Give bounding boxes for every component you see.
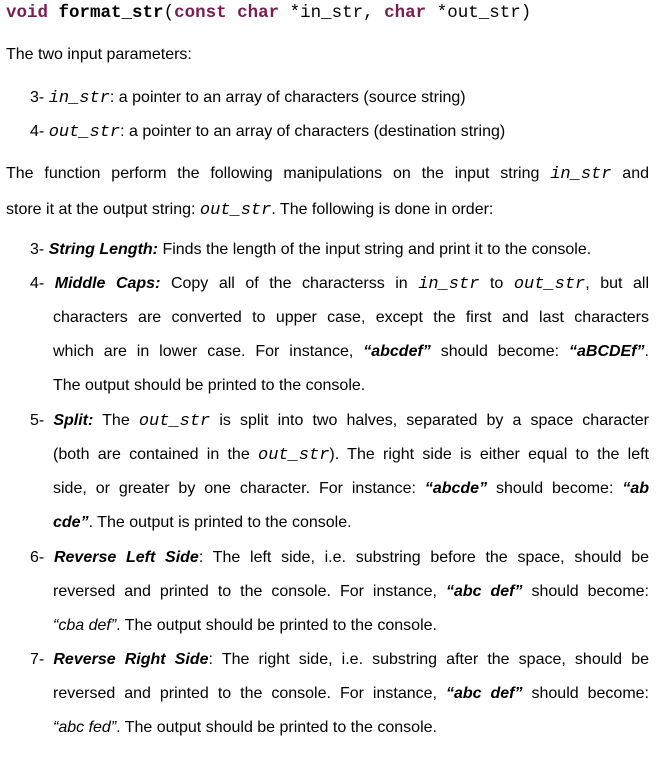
param-num: 4- xyxy=(30,123,45,140)
text: to xyxy=(489,275,504,292)
text: ). The right side is either equal to the left xyxy=(329,446,649,463)
step-middle-caps-line-3 xyxy=(53,342,649,362)
param-name: out_str xyxy=(48,123,121,142)
step-num: 3- xyxy=(30,241,45,258)
step-reverse-left-line-3 xyxy=(53,616,437,636)
example-output: “aBCDEf” xyxy=(568,343,645,360)
example-input: “abcde” xyxy=(424,480,488,497)
text: should become: xyxy=(531,685,649,702)
param-item-1 xyxy=(30,88,466,109)
step-middle-caps-line-1 xyxy=(30,274,649,295)
param-2-decl: *out_str) xyxy=(436,3,532,23)
param-num: 3- xyxy=(30,89,45,106)
code-out-str: out_str xyxy=(513,275,586,294)
text: store it at the output string: xyxy=(6,201,196,218)
step-reverse-right-line-3 xyxy=(53,718,437,738)
step-reverse-left-line-1 xyxy=(30,548,649,568)
text: . The output is printed to the console. xyxy=(88,514,352,531)
code-out-str: out_str xyxy=(258,446,330,465)
text: reversed and printed to the console. For instance, xyxy=(53,685,437,702)
step-middle-caps-line-2: characters are converted to upper case, except the first and last characters xyxy=(53,309,649,326)
param-name: in_str xyxy=(48,89,110,108)
code-out-str: out_str xyxy=(199,201,272,220)
step-split-line-1 xyxy=(30,411,649,432)
step-num: 4- xyxy=(30,275,45,292)
kw-const: const xyxy=(174,3,227,23)
example-output-part-2: cde” xyxy=(53,514,89,531)
function-name: format_str xyxy=(58,3,164,23)
kw-char-1: char xyxy=(237,3,280,23)
text: The function perform the following manipulations on the input string xyxy=(6,165,540,182)
step-text: Finds the length of the input string and print it to the console. xyxy=(162,241,592,258)
text: should become: xyxy=(440,343,560,360)
step-title: Middle Caps: xyxy=(54,275,161,292)
example-input: “abcdef” xyxy=(363,343,431,360)
text: : The right side, i.e. substring after the space, should be xyxy=(208,651,650,668)
step-reverse-left-line-2 xyxy=(53,582,649,602)
code-out-str: out_str xyxy=(138,412,211,431)
kw-char-2: char xyxy=(384,3,427,23)
func-intro-line-1 xyxy=(6,164,649,185)
text: . The output should be printed to the console. xyxy=(116,719,437,736)
param-1-decl: *in_str, xyxy=(289,3,374,23)
text: which are in lower case. For instance, xyxy=(53,343,354,360)
text: . The following is done in order: xyxy=(271,201,494,218)
code-in-str: in_str xyxy=(418,275,480,294)
step-num: 6- xyxy=(30,549,45,566)
text: . xyxy=(644,343,649,360)
step-num: 5- xyxy=(30,412,45,429)
text: (both are contained in the xyxy=(53,446,250,463)
step-reverse-right-line-1 xyxy=(30,650,649,670)
text: The xyxy=(102,412,130,429)
text: : The left side, i.e. substring before the space, should be xyxy=(198,549,649,566)
example-output-part-1: “ab xyxy=(622,480,649,497)
step-middle-caps-line-4: The output should be printed to the console. xyxy=(53,377,366,394)
params-intro: The two input parameters: xyxy=(6,46,192,63)
example-input: “abc def” xyxy=(445,583,523,600)
func-intro-line-2 xyxy=(6,200,493,221)
step-title: Reverse Left Side xyxy=(53,549,199,566)
step-num: 7- xyxy=(30,651,45,668)
text: should become: xyxy=(495,480,614,497)
text: . The output should be printed to the console. xyxy=(116,617,437,634)
text: side, or greater by one character. For instance: xyxy=(53,480,416,497)
step-title: Split: xyxy=(53,412,94,429)
return-type: void xyxy=(6,3,49,23)
param-desc: : a pointer to an array of characters (source string) xyxy=(109,89,466,106)
text: reversed and printed to the console. For instance, xyxy=(53,583,437,600)
open-paren: ( xyxy=(163,3,175,23)
param-desc: : a pointer to an array of characters (destination string) xyxy=(120,123,506,140)
param-item-2 xyxy=(30,122,505,143)
code-in-str: in_str xyxy=(550,165,612,184)
text: Copy all of the characterss in xyxy=(170,275,408,292)
step-split-line-3 xyxy=(53,479,649,499)
text: and xyxy=(622,165,649,182)
example-input: “abc def” xyxy=(445,685,523,702)
step-string-length xyxy=(30,240,591,260)
text: is split into two halves, separated by a space character xyxy=(219,412,650,429)
example-output: “abc fed” xyxy=(53,719,117,736)
example-output: “cba def” xyxy=(53,617,117,634)
function-signature xyxy=(6,3,531,23)
text: , but all xyxy=(585,275,649,292)
text: should become: xyxy=(531,583,649,600)
step-reverse-right-line-2 xyxy=(53,684,649,704)
step-title: Reverse Right Side xyxy=(53,651,209,668)
step-title: String Length: xyxy=(48,241,158,258)
step-split-line-4 xyxy=(53,513,352,533)
step-split-line-2 xyxy=(53,445,649,466)
